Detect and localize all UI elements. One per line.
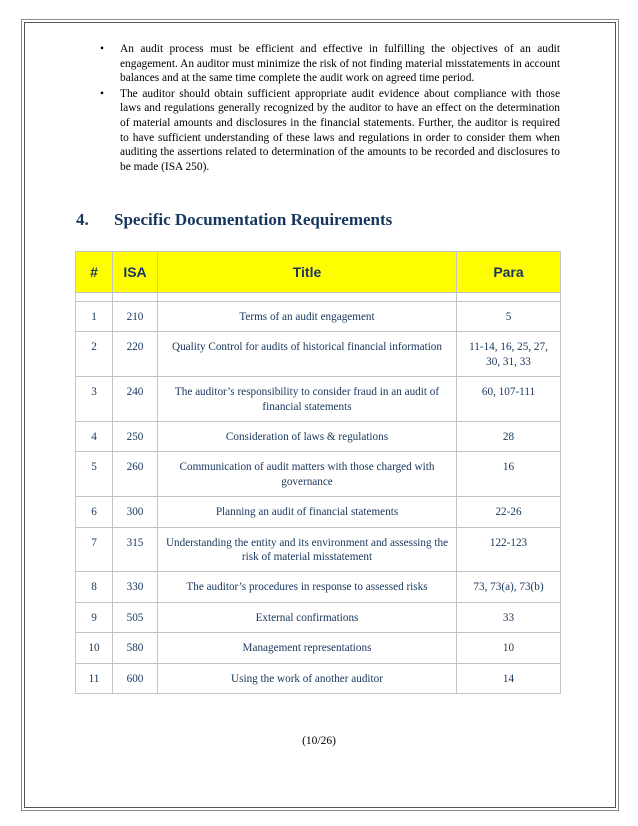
cell-title: The auditor’s procedures in response to assessed risks — [158, 572, 457, 602]
cell-para: 60, 107-111 — [457, 377, 561, 422]
cell-isa: 240 — [113, 377, 158, 422]
table-header-row — [76, 252, 561, 293]
page-number: (10/26) — [302, 735, 336, 747]
table-row — [76, 602, 561, 632]
header-num: # — [76, 252, 113, 293]
cell-para: 22-26 — [457, 497, 561, 527]
cell-isa: 250 — [113, 422, 158, 452]
table-row — [76, 663, 561, 693]
bullet-icon: • — [100, 43, 104, 55]
table-row — [76, 633, 561, 663]
cell-num: 9 — [76, 602, 113, 632]
cell-isa: 210 — [113, 302, 158, 332]
bullet-text: An audit process must be efficient and effective in fulfilling the objectives of an audit engagement. An auditor must minimize the risk of not finding material misstatements in account balances and at the same time complete the audit work on agreed time period. — [120, 43, 560, 85]
table-row — [76, 452, 561, 497]
cell-isa: 580 — [113, 633, 158, 663]
header-title: Title — [158, 252, 457, 293]
spacer-cell — [113, 293, 158, 302]
cell-isa: 600 — [113, 663, 158, 693]
cell-para: 33 — [457, 602, 561, 632]
cell-num: 2 — [76, 332, 113, 377]
cell-num: 3 — [76, 377, 113, 422]
cell-isa: 260 — [113, 452, 158, 497]
cell-isa: 505 — [113, 602, 158, 632]
bullet-text: The auditor should obtain sufficient appropriate audit evidence about compliance with those laws and regulations generally recognized by the auditor to have an effect on the determination of material amounts and disclosures in the financial statements. Further, the auditor is required to have sufficient understanding of these laws and regulations in order to consider them when auditing the assertions related to determination of the amounts to be recorded and disclosures to be made (ISA 250). — [120, 87, 560, 173]
cell-para: 5 — [457, 302, 561, 332]
cell-title: Terms of an audit engagement — [158, 302, 457, 332]
cell-title: External confirmations — [158, 602, 457, 632]
spacer-cell — [76, 293, 113, 302]
cell-title: Quality Control for audits of historical financial information — [158, 332, 457, 377]
table-row — [76, 572, 561, 602]
cell-isa: 315 — [113, 527, 158, 572]
cell-title: Using the work of another auditor — [158, 663, 457, 693]
cell-isa: 220 — [113, 332, 158, 377]
header-isa: ISA — [113, 252, 158, 293]
cell-num: 10 — [76, 633, 113, 663]
cell-title: The auditor’s responsibility to consider fraud in an audit of financial statements — [158, 377, 457, 422]
cell-isa: 330 — [113, 572, 158, 602]
cell-num: 1 — [76, 302, 113, 332]
table-spacer-row — [76, 293, 561, 302]
table-row — [76, 497, 561, 527]
table-row — [76, 332, 561, 377]
cell-para: 122-123 — [457, 527, 561, 572]
cell-para: 10 — [457, 633, 561, 663]
table-row — [76, 377, 561, 422]
cell-title: Management representations — [158, 633, 457, 663]
bullet-item — [98, 87, 560, 175]
cell-para: 16 — [457, 452, 561, 497]
cell-title: Understanding the entity and its environment and assessing the risk of material misstatement — [158, 527, 457, 572]
cell-num: 4 — [76, 422, 113, 452]
section-heading — [76, 210, 392, 230]
cell-num: 7 — [76, 527, 113, 572]
table-row — [76, 527, 561, 572]
bullet-list — [98, 42, 560, 175]
cell-num: 11 — [76, 663, 113, 693]
header-para: Para — [457, 252, 561, 293]
cell-para: 73, 73(a), 73(b) — [457, 572, 561, 602]
spacer-cell — [158, 293, 457, 302]
cell-para: 11-14, 16, 25, 27, 30, 31, 33 — [457, 332, 561, 377]
cell-num: 8 — [76, 572, 113, 602]
table-body — [76, 293, 561, 694]
table-row — [76, 302, 561, 332]
table-row — [76, 422, 561, 452]
cell-isa: 300 — [113, 497, 158, 527]
cell-para: 14 — [457, 663, 561, 693]
bullet-icon: • — [100, 87, 104, 100]
spacer-cell — [457, 293, 561, 302]
cell-num: 6 — [76, 497, 113, 527]
section-title: Specific Documentation Requirements — [114, 210, 393, 229]
cell-num: 5 — [76, 452, 113, 497]
cell-para: 28 — [457, 422, 561, 452]
cell-title: Planning an audit of financial statements — [158, 497, 457, 527]
documentation-table — [75, 251, 561, 694]
cell-title: Consideration of laws & regulations — [158, 422, 457, 452]
cell-title: Communication of audit matters with those charged with governance — [158, 452, 457, 497]
bullet-item — [98, 42, 560, 86]
section-number: 4. — [76, 210, 89, 229]
